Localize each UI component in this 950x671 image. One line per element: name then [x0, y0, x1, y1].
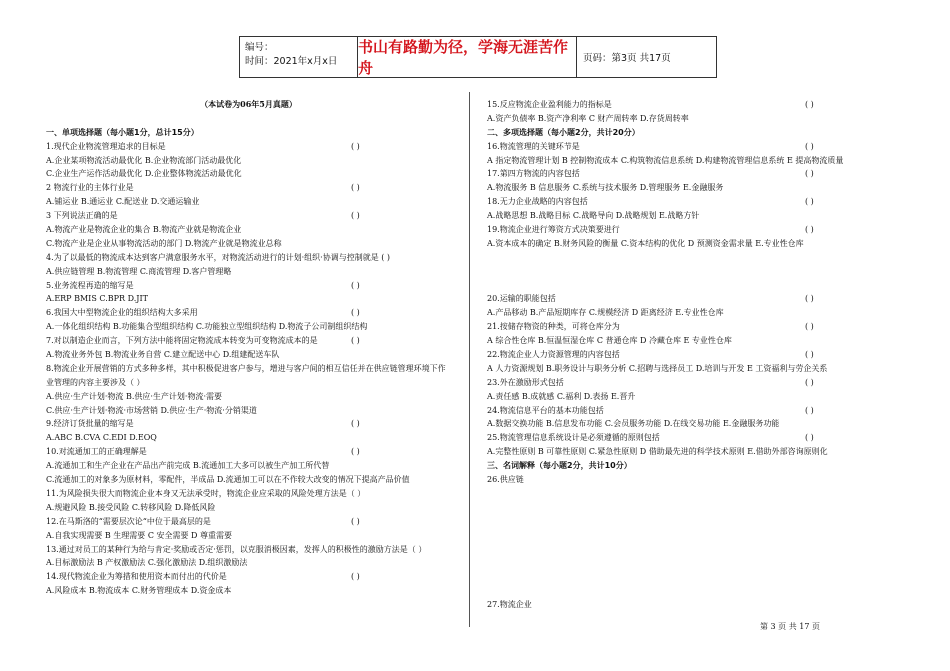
question-line	[46, 431, 451, 445]
question-line	[46, 154, 451, 168]
question-text: A.资产负债率 B.资产净利率 C 财产周转率 D.存货周转率	[487, 113, 689, 123]
right-question-list	[487, 98, 892, 612]
question-line	[46, 376, 451, 390]
question-text: 4.为了以最低的物流成本达到客户满意服务水平，对物流活动进行的计划·组织·协调与控制就是 ( )	[46, 252, 391, 262]
question-text: A.自我实现需要 B 生理需要 C 安全需要 D 尊重需要	[46, 530, 232, 540]
question-line	[487, 362, 892, 376]
page-footer: 第 3 页 共 17 页	[760, 622, 820, 631]
question-text: C.流通加工的对象多为原材料，零配件，半成品 D.流通加工可以在不作较大改变的情况下提高产品价值	[46, 475, 410, 485]
question-line	[487, 473, 892, 487]
question-line	[46, 265, 451, 279]
question-text: A.物流服务 B 信息服务 C.系统与技术服务 D.管理服务 E.金融服务	[487, 183, 724, 193]
right-column	[487, 98, 892, 612]
page-label: 页码：第3页 共17页	[583, 53, 671, 64]
question-line	[487, 404, 892, 418]
question-line	[46, 362, 451, 376]
question-line	[46, 515, 451, 529]
question-line	[487, 320, 892, 334]
question-text: 20.运输的职能包括	[487, 294, 556, 304]
question-line	[46, 306, 451, 320]
question-line	[487, 112, 892, 126]
question-text: 13.通过对员工的某种行为给与肯定·奖励或否定·惩罚，以克服消极因素，发挥人的积极性的激励方法是（ ）	[46, 544, 427, 554]
question-text: A.数据交换功能 B.信息发布功能 C.会员服务功能 D.在线交易功能 E.金融服务功能	[487, 419, 780, 429]
question-line	[487, 445, 892, 459]
question-line	[487, 223, 892, 237]
question-text: A 综合性仓库 B.恒温恒湿仓库 C 普通仓库 D 冷藏仓库 E 专业性仓库	[487, 336, 732, 346]
answer-blank: ( )	[351, 280, 360, 290]
question-line	[487, 334, 892, 348]
page-header-table	[239, 36, 717, 78]
question-text: 22.物流企业人力资源管理的内容包括	[487, 350, 620, 360]
question-line	[46, 584, 451, 598]
question-line	[46, 501, 451, 515]
exam-subtitle: （本试卷为06年5月真题）	[200, 99, 297, 109]
question-line	[487, 529, 892, 543]
section-heading-single-choice: 一、单项选择题（每小题1分，总计15分）	[46, 127, 199, 137]
question-line	[487, 265, 892, 279]
question-text: A.供应链管理 B.物流管理 C.商流管理 D.客户管理略	[46, 266, 232, 276]
question-line	[487, 209, 892, 223]
question-text: 1.现代企业物流管理追求的目标是	[46, 141, 166, 151]
question-text: 26.供应链	[487, 475, 524, 485]
question-text: 17.第四方物流的内容包括	[487, 169, 580, 179]
answer-blank: ( )	[805, 141, 814, 151]
question-line	[46, 556, 451, 570]
answer-blank: ( )	[805, 350, 814, 360]
answer-blank: ( )	[351, 447, 360, 457]
question-text: A.铺运业 B.通运业 C.配送业 D.交通运输业	[46, 197, 200, 207]
answer-blank: ( )	[805, 169, 814, 179]
question-line	[46, 334, 451, 348]
question-text: A.物流产业是物流企业的集合 B.物流产业就是物流企业	[46, 225, 242, 235]
answer-blank: ( )	[805, 100, 814, 109]
question-text: 12.在马斯洛的“需要层次论“中位于最高层的是	[46, 516, 211, 526]
question-text: 19.物流企业进行筹资方式决策要进行	[487, 225, 620, 235]
question-line	[46, 209, 451, 223]
question-line	[487, 237, 892, 251]
question-text: A.企业某项物流活动最优化 B.企业物流部门活动最优化	[46, 155, 242, 165]
answer-blank: ( )	[351, 419, 360, 429]
question-text: 15.反应物流企业盈利能力的指标是	[487, 100, 612, 109]
question-text: 25.物流管理信息系统设计是必须遵循的原则包括	[487, 433, 660, 443]
section-heading	[487, 459, 892, 473]
question-line	[487, 376, 892, 390]
question-text: A.目标激励法 B 产权激励法 C.强化激励法 D.组织激励法	[46, 558, 248, 568]
question-text: A.流通加工和生产企业在产品出产前完成 B.流通加工大多可以被生产加工所代替	[46, 461, 330, 471]
question-text: 21.按储存物资的种类，可将仓库分为	[487, 322, 620, 332]
question-line	[487, 501, 892, 515]
answer-blank: ( )	[805, 433, 814, 443]
question-text: 2 物流行业的主体行业是	[46, 183, 134, 193]
question-line	[46, 292, 451, 306]
question-line	[46, 140, 451, 154]
question-line	[487, 181, 892, 195]
question-line	[487, 167, 892, 181]
question-line	[46, 237, 451, 251]
question-line	[46, 279, 451, 293]
question-text: 三、名词解释（每小题2分，共计10分）	[487, 461, 632, 471]
question-text: 5.业务流程再造的缩写是	[46, 280, 134, 290]
question-text: A.供应·生产计划·物流 B.供应·生产计划·物流·需要	[46, 391, 222, 401]
question-text: A.ABC B.CVA C.EDI D.EOQ	[46, 433, 157, 443]
answer-blank: ( )	[351, 211, 360, 221]
question-line	[487, 598, 892, 612]
question-text: A.责任感 B.成就感 C.福利 D.表扬 E.晋升	[487, 391, 636, 401]
question-line	[46, 529, 451, 543]
question-line	[487, 306, 892, 320]
question-text: 8.物流企业开展营销的方式多种多样，其中积极促进客户参与，增进与客户间的相互信任并在供应链管理环境下作	[46, 363, 446, 373]
question-line	[487, 543, 892, 557]
answer-blank: ( )	[805, 322, 814, 332]
answer-blank: ( )	[351, 308, 360, 318]
question-text: A.产品移动 B.产品短期库存 C.规模经济 D 距离经济 E.专业性仓库	[487, 308, 724, 318]
question-line	[487, 251, 892, 265]
question-line	[46, 195, 451, 209]
question-line	[487, 417, 892, 431]
answer-blank: ( )	[351, 516, 360, 526]
question-line	[487, 98, 892, 112]
question-line	[487, 279, 892, 293]
question-line	[46, 181, 451, 195]
question-text: 11.为风险损失很大而物流企业本身又无法承受时，物流企业应采取的风险处理方法是（ ）	[46, 488, 366, 498]
question-line	[487, 140, 892, 154]
question-line	[487, 515, 892, 529]
left-column	[46, 98, 451, 598]
question-text: 24.物流信息平台的基本功能包括	[487, 405, 604, 415]
time-label: 时间：2021年x月x日	[245, 56, 338, 67]
question-text: A.风险成本 B.物流成本 C.财务管理成本 D.资金成本	[46, 586, 232, 596]
answer-blank: ( )	[351, 336, 360, 346]
question-text: A 指定物流管理计划 B 控制物流成本 C.构筑物流信息系统 D.构建物流管理信息系统 E 提高物流质量	[487, 155, 844, 165]
column-divider	[469, 92, 470, 627]
question-text: 二、多项选择题（每小题2分，共计20分）	[487, 127, 640, 137]
question-line	[487, 584, 892, 598]
question-line	[487, 487, 892, 501]
question-text: 7.对以制造企业而言，下列方法中能将固定物流成本转变为可变物流成本的是	[46, 336, 318, 346]
question-line	[46, 390, 451, 404]
answer-blank: ( )	[805, 294, 814, 304]
question-text: 16.物流管理的关键环节是	[487, 141, 580, 151]
question-line	[46, 543, 451, 557]
question-text: 14.现代物流企业为筹措和使用资本而付出的代价是	[46, 572, 227, 582]
question-line	[487, 390, 892, 404]
question-text: 10.对流通加工的正确理解是	[46, 447, 147, 457]
question-line	[46, 487, 451, 501]
question-line	[46, 570, 451, 584]
answer-blank: ( )	[805, 405, 814, 415]
answer-blank: ( )	[351, 183, 360, 193]
question-line	[46, 167, 451, 181]
question-text: A.规避风险 B.接受风险 C.转移风险 D.降低风险	[46, 502, 216, 512]
question-text: 3 下列说法正确的是	[46, 211, 118, 221]
question-line	[46, 445, 451, 459]
question-text: A.一体化组织结构 B.功能集合型组织结构 C.功能独立型组织结构 D.物流子公司制组织结构	[46, 322, 368, 332]
question-text: A.资本成本的确定 B.财务风险的衡量 C.资本结构的优化 D 预测资金需求量 E.专业性仓库	[487, 238, 804, 248]
question-text: A.物流业务外包 B.物流业务自营 C.建立配送中心 D.组建配送车队	[46, 350, 280, 360]
question-line	[46, 404, 451, 418]
answer-blank: ( )	[805, 197, 814, 207]
question-text: A.完整性原则 B 可靠性原则 C.紧急性原则 D 借助最先进的科学技术原则 E.借助外部咨询原则化	[487, 447, 828, 457]
question-line	[487, 195, 892, 209]
question-text: C.物流产业是企业从事物流活动的部门 D.物流产业就是物流业总称	[46, 238, 282, 248]
question-line	[46, 223, 451, 237]
question-line	[46, 417, 451, 431]
question-text: A 人力资源规划 B.职务设计与职务分析 C.招聘与选择员工 D.培训与开发 E 工资福利与劳企关系	[487, 363, 828, 373]
question-line	[487, 348, 892, 362]
question-line	[487, 570, 892, 584]
header-meta-cell	[240, 37, 358, 77]
number-label: 编号：	[245, 42, 274, 53]
question-line	[487, 431, 892, 445]
question-line	[487, 154, 892, 168]
section-heading	[487, 126, 892, 140]
question-text: A.ERP BMIS C.BPR D.JIT	[46, 294, 148, 304]
question-text: A.战略思想 B.战略目标 C.战略导向 D.战略规划 E.战略方针	[487, 211, 700, 221]
question-text: 27.物流企业	[487, 600, 532, 610]
question-line	[487, 556, 892, 570]
question-line	[46, 251, 451, 265]
answer-blank: ( )	[805, 225, 814, 235]
question-text: 9.经济订货批量的缩写是	[46, 419, 134, 429]
answer-blank: ( )	[805, 377, 814, 387]
question-text: 23.外在激励形式包括	[487, 377, 564, 387]
question-line	[46, 459, 451, 473]
motto-text: 书山有路勤为径，学海无涯苦作舟	[358, 37, 577, 77]
answer-blank: ( )	[351, 141, 360, 151]
question-line	[487, 292, 892, 306]
question-text: 业管理的内容主要涉及（ ）	[46, 377, 145, 387]
question-text: 6.我国大中型物流企业的组织结构大多采用	[46, 308, 198, 318]
question-text: 18.无力企业战略的内容包括	[487, 197, 588, 207]
answer-blank: ( )	[351, 572, 360, 582]
question-line	[46, 348, 451, 362]
question-text: C.企业生产运作活动最优化 D.企业整体物流活动最优化	[46, 169, 242, 179]
left-question-list	[46, 140, 451, 598]
question-line	[46, 320, 451, 334]
question-text: C.供应·生产计划·物流·市场营销 D.供应·生产·物流·分销渠道	[46, 405, 257, 415]
question-line	[46, 473, 451, 487]
